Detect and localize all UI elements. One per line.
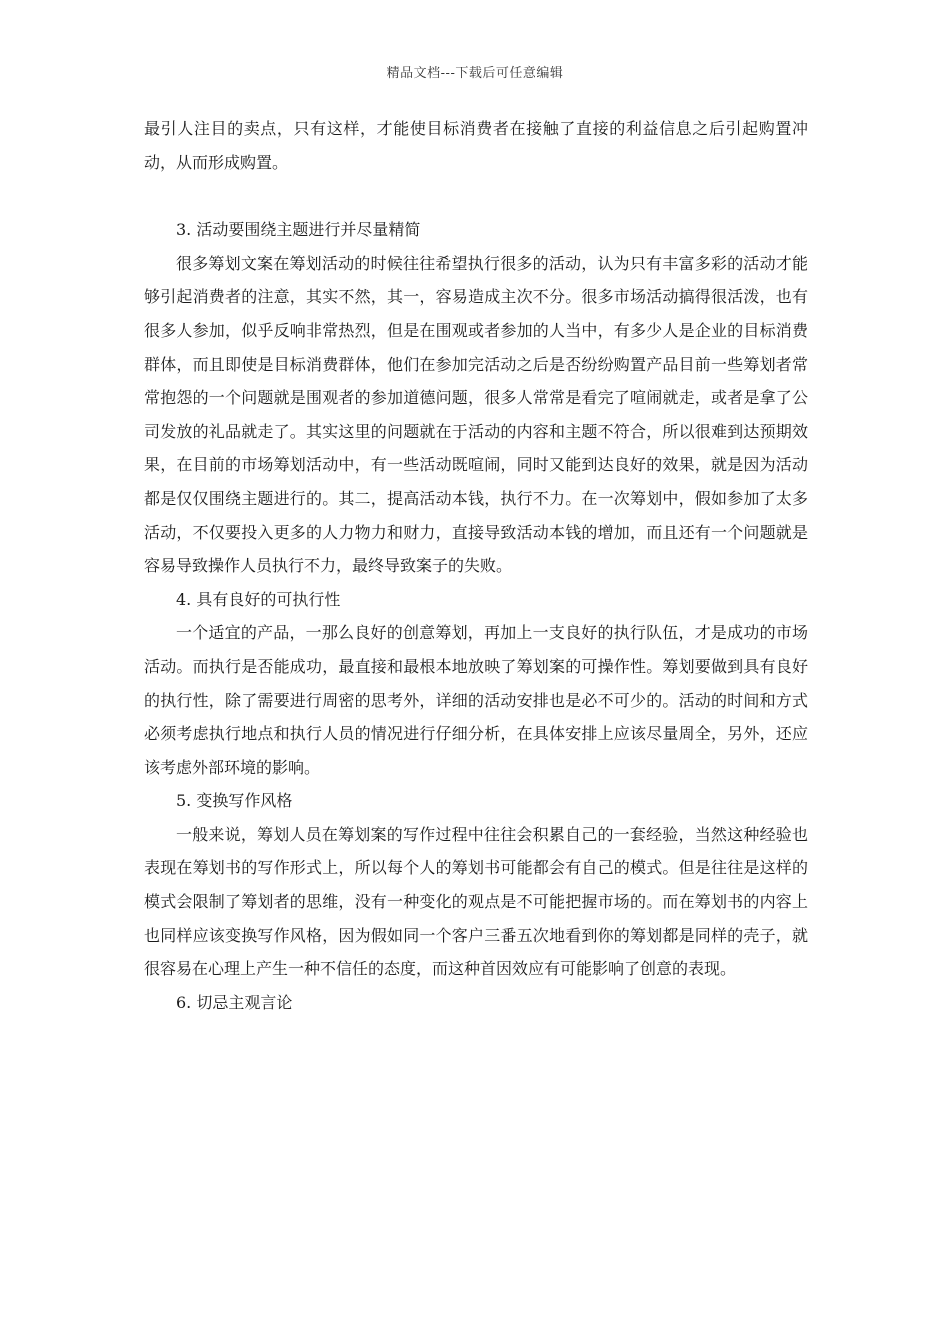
section-paragraph-4: 一个适宜的产品，一那么良好的创意筹划，再加上一支良好的执行队伍，才是成功的市场活动。而执行是否能成功，最直接和最根本地放映了筹划案的可操作性。筹划要做到具有良好的执行性，除了需要进行周密的思考外，详细的活动安排也是必不可少的。活动的时间和方式必须考虑执行地点和执行人员的情况进行仔细分析，在具体安排上应该尽量周全，另外，还应该考虑外部环境的影响。 (144, 623, 808, 777)
section-paragraph-5: 一般来说，筹划人员在筹划案的写作过程中往往会积累自己的一套经验，当然这种经验也表现在筹划书的写作形式上，所以每个人的筹划书可能都会有自己的模式。但是往往是这样的模式会限制了筹划者的思维，没有一种变化的观点是不可能把握市场的。而在筹划书的内容上也同样应该变换写作风格，因为假如同一个客户三番五次地看到你的筹划都是同样的壳子，就很容易在心理上产生一种不信任的态度，而这种首因效应有可能影响了创意的表现。 (144, 824, 808, 979)
paragraph-spacer (144, 179, 808, 213)
section-heading-3: 3. 活动要围绕主题进行并尽量精简 (176, 220, 421, 240)
document-body (144, 112, 808, 1019)
section-heading-5: 5. 变换写作风格 (176, 791, 293, 811)
section-heading-4: 4. 具有良好的可执行性 (176, 589, 341, 609)
continuation-paragraph: 最引人注目的卖点，只有这样，才能使目标消费者在接触了直接的利益信息之后引起购置冲动，从而形成购置。 (144, 119, 808, 172)
page-header-watermark: 精品文档---下载后可任意编辑 (386, 66, 564, 81)
section-heading-6: 6. 切忌主观言论 (176, 992, 293, 1012)
section-paragraph-3: 很多筹划文案在筹划活动的时候往往希望执行很多的活动，认为只有丰富多彩的活动才能够引起消费者的注意，其实不然，其一，容易造成主次不分。很多市场活动搞得很活泼，也有很多人参加，似乎反响非常热烈，但是在围观或者参加的人当中，有多少人是企业的目标消费群体，而且即使是目标消费群体，他们在参加完活动之后是否纷纷购置产品目前一些筹划者常常抱怨的一个问题就是围观者的参加道德问题，很多人常常是看完了喧闹就走，或者是拿了公司发放的礼品就走了。其实这里的问题就在于活动的内容和主题不符合，所以很难到达预期效果，在目前的市场筹划活动中，有一些活动既喧闹，同时又能到达良好的效果，就是因为活动都是仅仅围绕主题进行的。其二，提高活动本钱，执行不力。在一次筹划中，假如参加了太多活动，不仅要投入更多的人力物力和财力，直接导致活动本钱的增加，而且还有一个问题就是容易导致操作人员执行不力，最终导致案子的失败。 (144, 253, 808, 576)
